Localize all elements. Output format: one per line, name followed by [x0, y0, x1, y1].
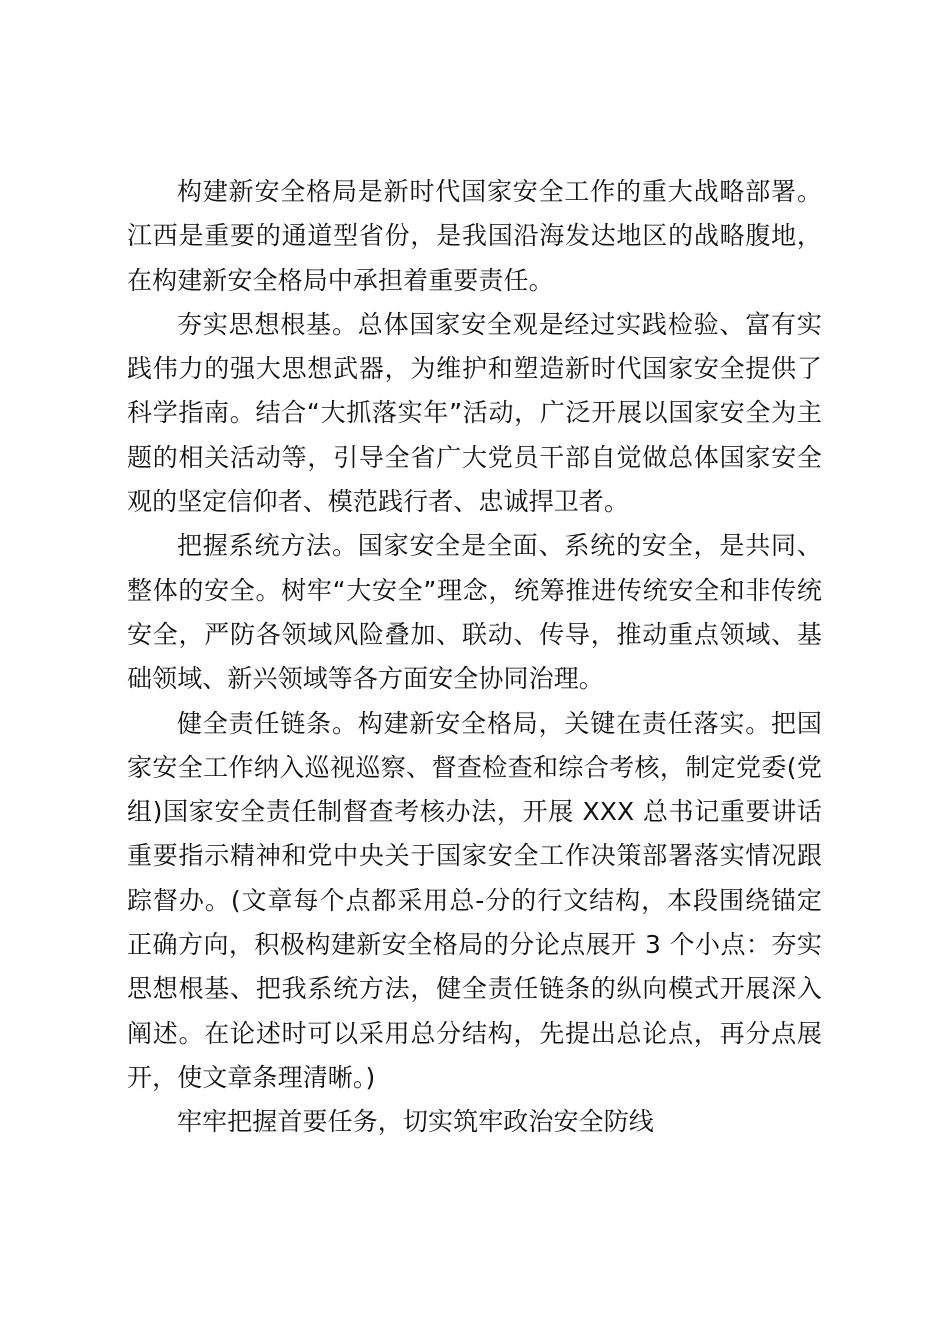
paragraph-systematic-method: 把握系统方法。国家安全是全面、系统的安全，是共同、整体的安全。树牢“大安全”理念，统筹推进传统安全和非传统安全，严防各领域风险叠加、联动、传导，推动重点领域、基础领域、新兴领域等各方面安全协同治理。 — [127, 531, 822, 694]
paragraph-responsibility-chain: 健全责任链条。构建新安全格局，关键在责任落实。把国家安全工作纳入巡视巡察、督查检查和综合考核，制定党委(党组)国家安全责任制督查考核办法，开展 XXX 总书记重要讲话重要指示精神和党中央关于国家安全工作决策部署落实情况跟踪督办。(文章每个点都采用总-分的行文结构，本段围绕锚定正确方向，积极构建新安全格局的分论点展开 3 个小点：夯实思想根基、把我系统方法，健全责任链条的纵向模式开展深入阐述。在论述时可以采用总分结构，先提出总论点，再分点展开，使文章条理清晰。) — [127, 708, 822, 1092]
paragraph-intro: 构建新安全格局是新时代国家安全工作的重大战略部署。江西是重要的通道型省份，是我国沿海发达地区的战略腹地，在构建新安全格局中承担着重要责任。 — [127, 177, 822, 295]
document-body — [127, 170, 822, 1145]
paragraph-section-heading: 牢牢把握首要任务，切实筑牢政治安全防线 — [177, 1107, 654, 1137]
paragraph-ideological-foundation: 夯实思想根基。总体国家安全观是经过实践检验、富有实践伟力的强大思想武器，为维护和塑造新时代国家安全提供了科学指南。结合“大抓落实年”活动，广泛开展以国家安全为主题的相关活动等，引导全省广大党员干部自觉做总体国家安全观的坚定信仰者、模范践行者、忠诚捍卫者。 — [127, 309, 822, 517]
